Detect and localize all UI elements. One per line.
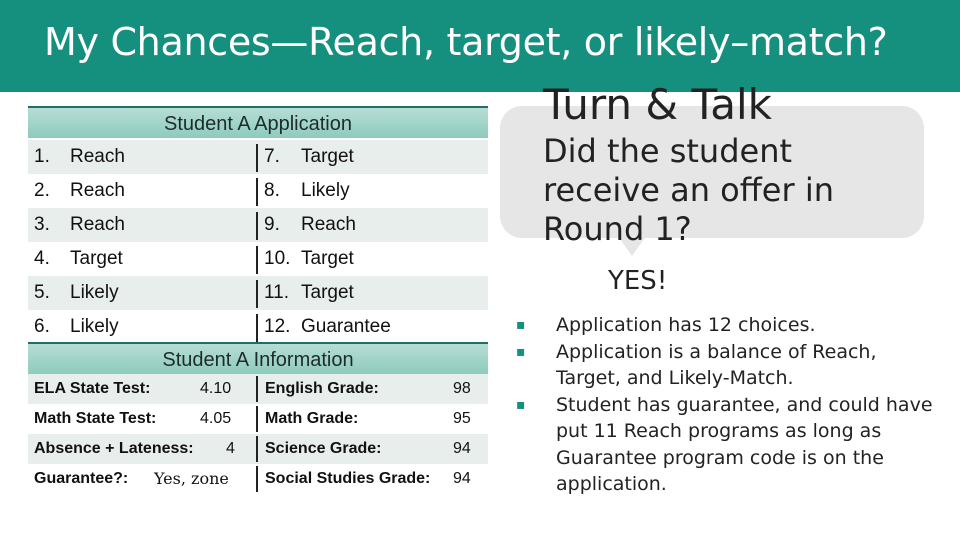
choice-number: 9. xyxy=(264,214,280,235)
bullet-text: Application is a balance of Reach, Target, and Likely-Match. xyxy=(556,340,877,389)
choice-number: 8. xyxy=(264,180,280,201)
choice-category: Target xyxy=(70,248,123,269)
choice-category: Likely xyxy=(301,180,350,201)
information-row xyxy=(28,374,488,404)
column-divider xyxy=(256,212,258,240)
application-heading xyxy=(28,106,488,138)
choice-number: 10. xyxy=(264,248,291,269)
bullet-text: Student has guarantee, and could have put 11 Reach programs as long as Guarantee program code is on the application. xyxy=(556,393,933,495)
choice-number: 7. xyxy=(264,146,280,167)
choice-category: Guarantee xyxy=(301,316,391,337)
turn-talk-question: Did the student receive an offer in Round 1? xyxy=(543,132,834,248)
application-row xyxy=(28,242,488,276)
choice-number: 12. xyxy=(264,316,291,337)
choice-category: Target xyxy=(301,282,354,303)
column-divider xyxy=(256,406,258,432)
info-value: 95 xyxy=(453,410,471,427)
column-divider xyxy=(256,436,258,462)
choice-category: Likely xyxy=(70,316,119,337)
info-value: 98 xyxy=(453,380,471,397)
info-label: ELA State Test: xyxy=(34,380,151,397)
choice-number: 5. xyxy=(34,282,50,303)
turn-talk-title: Turn & Talk xyxy=(543,80,772,129)
choice-number: 3. xyxy=(34,214,50,235)
choice-category: Likely xyxy=(70,282,119,303)
bullet-list xyxy=(516,312,936,498)
square-bullet-icon: ▪ xyxy=(516,317,526,333)
information-row xyxy=(28,404,488,434)
choice-number: 4. xyxy=(34,248,50,269)
info-value: 4 xyxy=(226,440,235,457)
info-label: Absence + Lateness: xyxy=(34,440,194,457)
info-value: 94 xyxy=(453,440,471,457)
info-value: 94 xyxy=(453,470,471,487)
info-value: 4.05 xyxy=(200,410,232,427)
bullet-item xyxy=(516,392,936,498)
square-bullet-icon: ▪ xyxy=(516,396,526,413)
choice-category: Reach xyxy=(70,180,125,201)
choice-number: 6. xyxy=(34,316,50,337)
info-label: Guarantee?: xyxy=(34,470,129,487)
page-title: My Chances—Reach, target, or likely–match? xyxy=(44,20,888,64)
bullet-item xyxy=(516,339,936,392)
column-divider xyxy=(256,246,258,274)
column-divider xyxy=(256,376,258,402)
choice-number: 1. xyxy=(34,146,50,167)
application-row xyxy=(28,310,488,344)
choice-number: 2. xyxy=(34,180,50,201)
info-label: Science Grade: xyxy=(265,440,382,457)
info-value: 4.10 xyxy=(200,380,232,397)
choice-category: Reach xyxy=(70,146,125,167)
info-label: Math State Test: xyxy=(34,410,157,427)
column-divider xyxy=(256,280,258,308)
column-divider xyxy=(256,178,258,206)
choice-category: Target xyxy=(301,146,354,167)
information-row xyxy=(28,434,488,464)
choice-category: Reach xyxy=(301,214,356,235)
column-divider xyxy=(256,144,258,172)
choice-category: Reach xyxy=(70,214,125,235)
title-bar xyxy=(0,0,960,92)
application-heading-text: Student A Application xyxy=(164,113,352,135)
choice-number: 11. xyxy=(264,282,290,303)
info-label: Math Grade: xyxy=(265,410,359,427)
information-heading-text: Student A Information xyxy=(162,349,354,371)
information-heading xyxy=(28,342,488,374)
square-bullet-icon: ▪ xyxy=(516,343,526,360)
bullet-text: Application has 12 choices. xyxy=(556,314,816,336)
information-row xyxy=(28,464,488,494)
choice-category: Target xyxy=(301,248,354,269)
info-label: English Grade: xyxy=(265,380,379,397)
application-row xyxy=(28,140,488,174)
application-row xyxy=(28,174,488,208)
info-label: Social Studies Grade: xyxy=(265,470,431,487)
bullet-item xyxy=(516,312,936,339)
column-divider xyxy=(256,466,258,492)
column-divider xyxy=(256,314,258,342)
turn-talk-answer: YES! xyxy=(608,266,668,296)
info-value: Yes, zone xyxy=(154,469,229,488)
application-row xyxy=(28,276,488,310)
application-row xyxy=(28,208,488,242)
